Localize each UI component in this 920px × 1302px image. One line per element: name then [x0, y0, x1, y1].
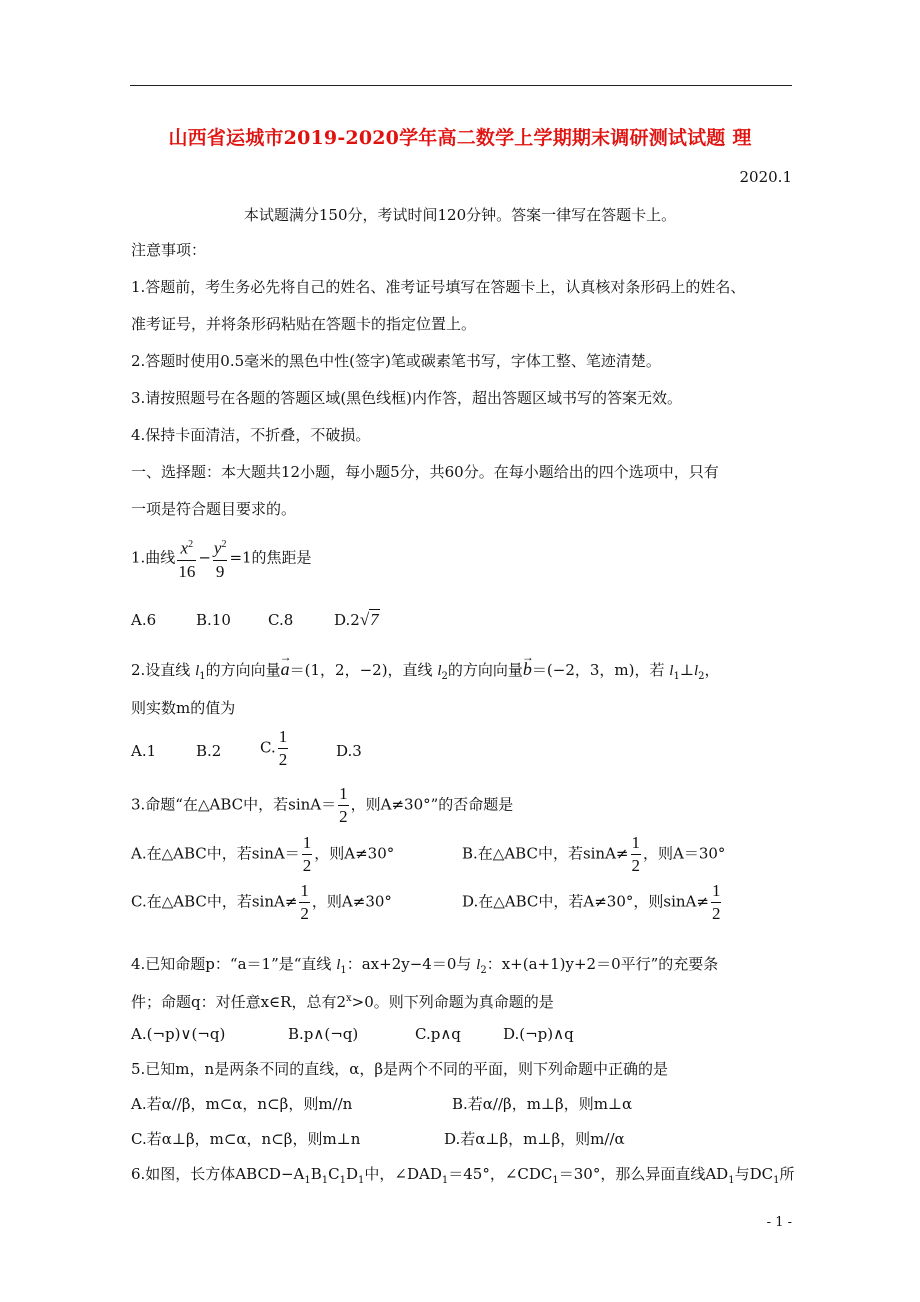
- exam-title: 山西省运城市2019-2020学年高二数学上学期期末调研测试试题 理: [168, 127, 752, 149]
- sqrt: √7: [359, 610, 379, 629]
- q5-option-b: B.若α//β，m⊥β，则m⊥α: [452, 1095, 633, 1113]
- notice-item: 2.答题时使用0.5毫米的黑色中性(签字)笔或碳素笔书写，字体工整、笔迹清楚。: [131, 352, 661, 370]
- q4-option-c: C.p∧q: [415, 1025, 461, 1043]
- vector-b: → b: [523, 658, 532, 680]
- question-2-cont: 则实数m的值为: [131, 699, 236, 717]
- notice-item: 4.保持卡面清洁，不折叠，不破损。: [131, 426, 371, 444]
- q5-option-a: A.若α//β，m⊂α，n⊂β，则m//n: [131, 1095, 353, 1113]
- question-5: 5.已知m，n是两条不同的直线，α，β是两个不同的平面，则下列命题中正确的是: [131, 1060, 669, 1078]
- question-4: 4.已知命题p：“a＝1”是“直线 $l_1$：ax+2y−4＝0与 $l_2$：x+(a+1)y+2＝0平行”的充要条: [131, 955, 719, 976]
- q4-option-a: A.(¬p)∨(¬q): [131, 1025, 226, 1043]
- notice-item: 3.请按照题号在各题的答题区域(黑色线框)内作答，超出答题区域书写的答案无效。: [131, 389, 683, 407]
- q3-option-c: C.在△ABC中，若sinA≠ $\frac{1}{2}$ ，则A≠30°: [131, 881, 392, 923]
- question-1: 1.曲线 $\frac{x^2}{16}$ − $\frac{y^2}{9}$ =1的焦距是: [131, 536, 312, 581]
- notice-heading: 注意事项：: [131, 241, 207, 259]
- q2-option-c: C. $\frac{1}{2}$: [260, 727, 288, 769]
- q1-option-a: A.6: [131, 611, 157, 629]
- vector-a: → a: [281, 658, 290, 680]
- question-2: 2.设直线 $l_1$的方向向量→ a＝(1，2，−2)，直线 $l_2$的方向向量→ b＝(−2，3，m)，若 $l_1\perp l_2$，: [131, 658, 720, 688]
- exam-date: 2020.1: [739, 168, 792, 186]
- q5-option-d: D.若α⊥β，m⊥β，则m//α: [444, 1130, 625, 1148]
- notice-item: 1.答题前，考生务必先将自己的姓名、准考证号填写在答题卡上，认真核对条形码上的姓名、: [131, 278, 746, 296]
- q3-option-d: D.在△ABC中，若A≠30°，则sinA≠ $\frac{1}{2}$: [462, 881, 721, 923]
- q4-option-b: B.p∧(¬q): [288, 1025, 359, 1043]
- q1-option-d: D.2√7: [334, 610, 379, 629]
- q1-option-b: B.10: [196, 611, 231, 629]
- fraction: $\frac{y^2}{9}$: [213, 538, 227, 581]
- fraction: $\frac{x^2}{16}$: [178, 538, 196, 581]
- q2-option-b: B.2: [196, 742, 222, 760]
- header-rule: [130, 85, 792, 86]
- q2-option-d: D.3: [336, 742, 362, 760]
- q5-option-c: C.若α⊥β，m⊂α，n⊂β，则m⊥n: [131, 1130, 361, 1148]
- section-heading-cont: 一项是符合题目要求的。: [131, 500, 297, 518]
- question-6: 6.如图，长方体$ABCD-A_1B_1C_1D_1$中，$\angle DAD_1=45^\circ$，$\angle CDC_1=30^\circ$，那么异面直线$AD_1$与$DC_1$所: [131, 1165, 795, 1186]
- q4-option-d: D.(¬p)∧q: [503, 1025, 574, 1043]
- question-4-cont: 件；命题q：对任意x∈R，总有$2^x>0$。则下列命题为真命题的是: [131, 993, 554, 1011]
- page-number: - 1 -: [766, 1215, 792, 1230]
- question-3: 3.命题“在△ABC中，若sinA＝ $\frac{1}{2}$ ，则A≠30°”的否命题是: [131, 784, 514, 826]
- section-heading: 一、选择题：本大题共12小题，每小题5分，共60分。在每小题给出的四个选项中，只有: [131, 463, 719, 481]
- q3-option-b: B.在△ABC中，若sinA≠ $\frac{1}{2}$ ，则A＝30°: [462, 833, 726, 875]
- exam-intro: 本试题满分150分，考试时间120分钟。答案一律写在答题卡上。: [243, 206, 677, 224]
- q1-option-c: C.8: [268, 611, 294, 629]
- q1-prefix: 1.曲线: [131, 548, 176, 567]
- q2-option-a: A.1: [131, 742, 157, 760]
- q3-option-a: A.在△ABC中，若sinA＝ $\frac{1}{2}$ ，则A≠30°: [131, 833, 395, 875]
- notice-item: 准考证号，并将条形码粘贴在答题卡的指定位置上。: [131, 315, 477, 333]
